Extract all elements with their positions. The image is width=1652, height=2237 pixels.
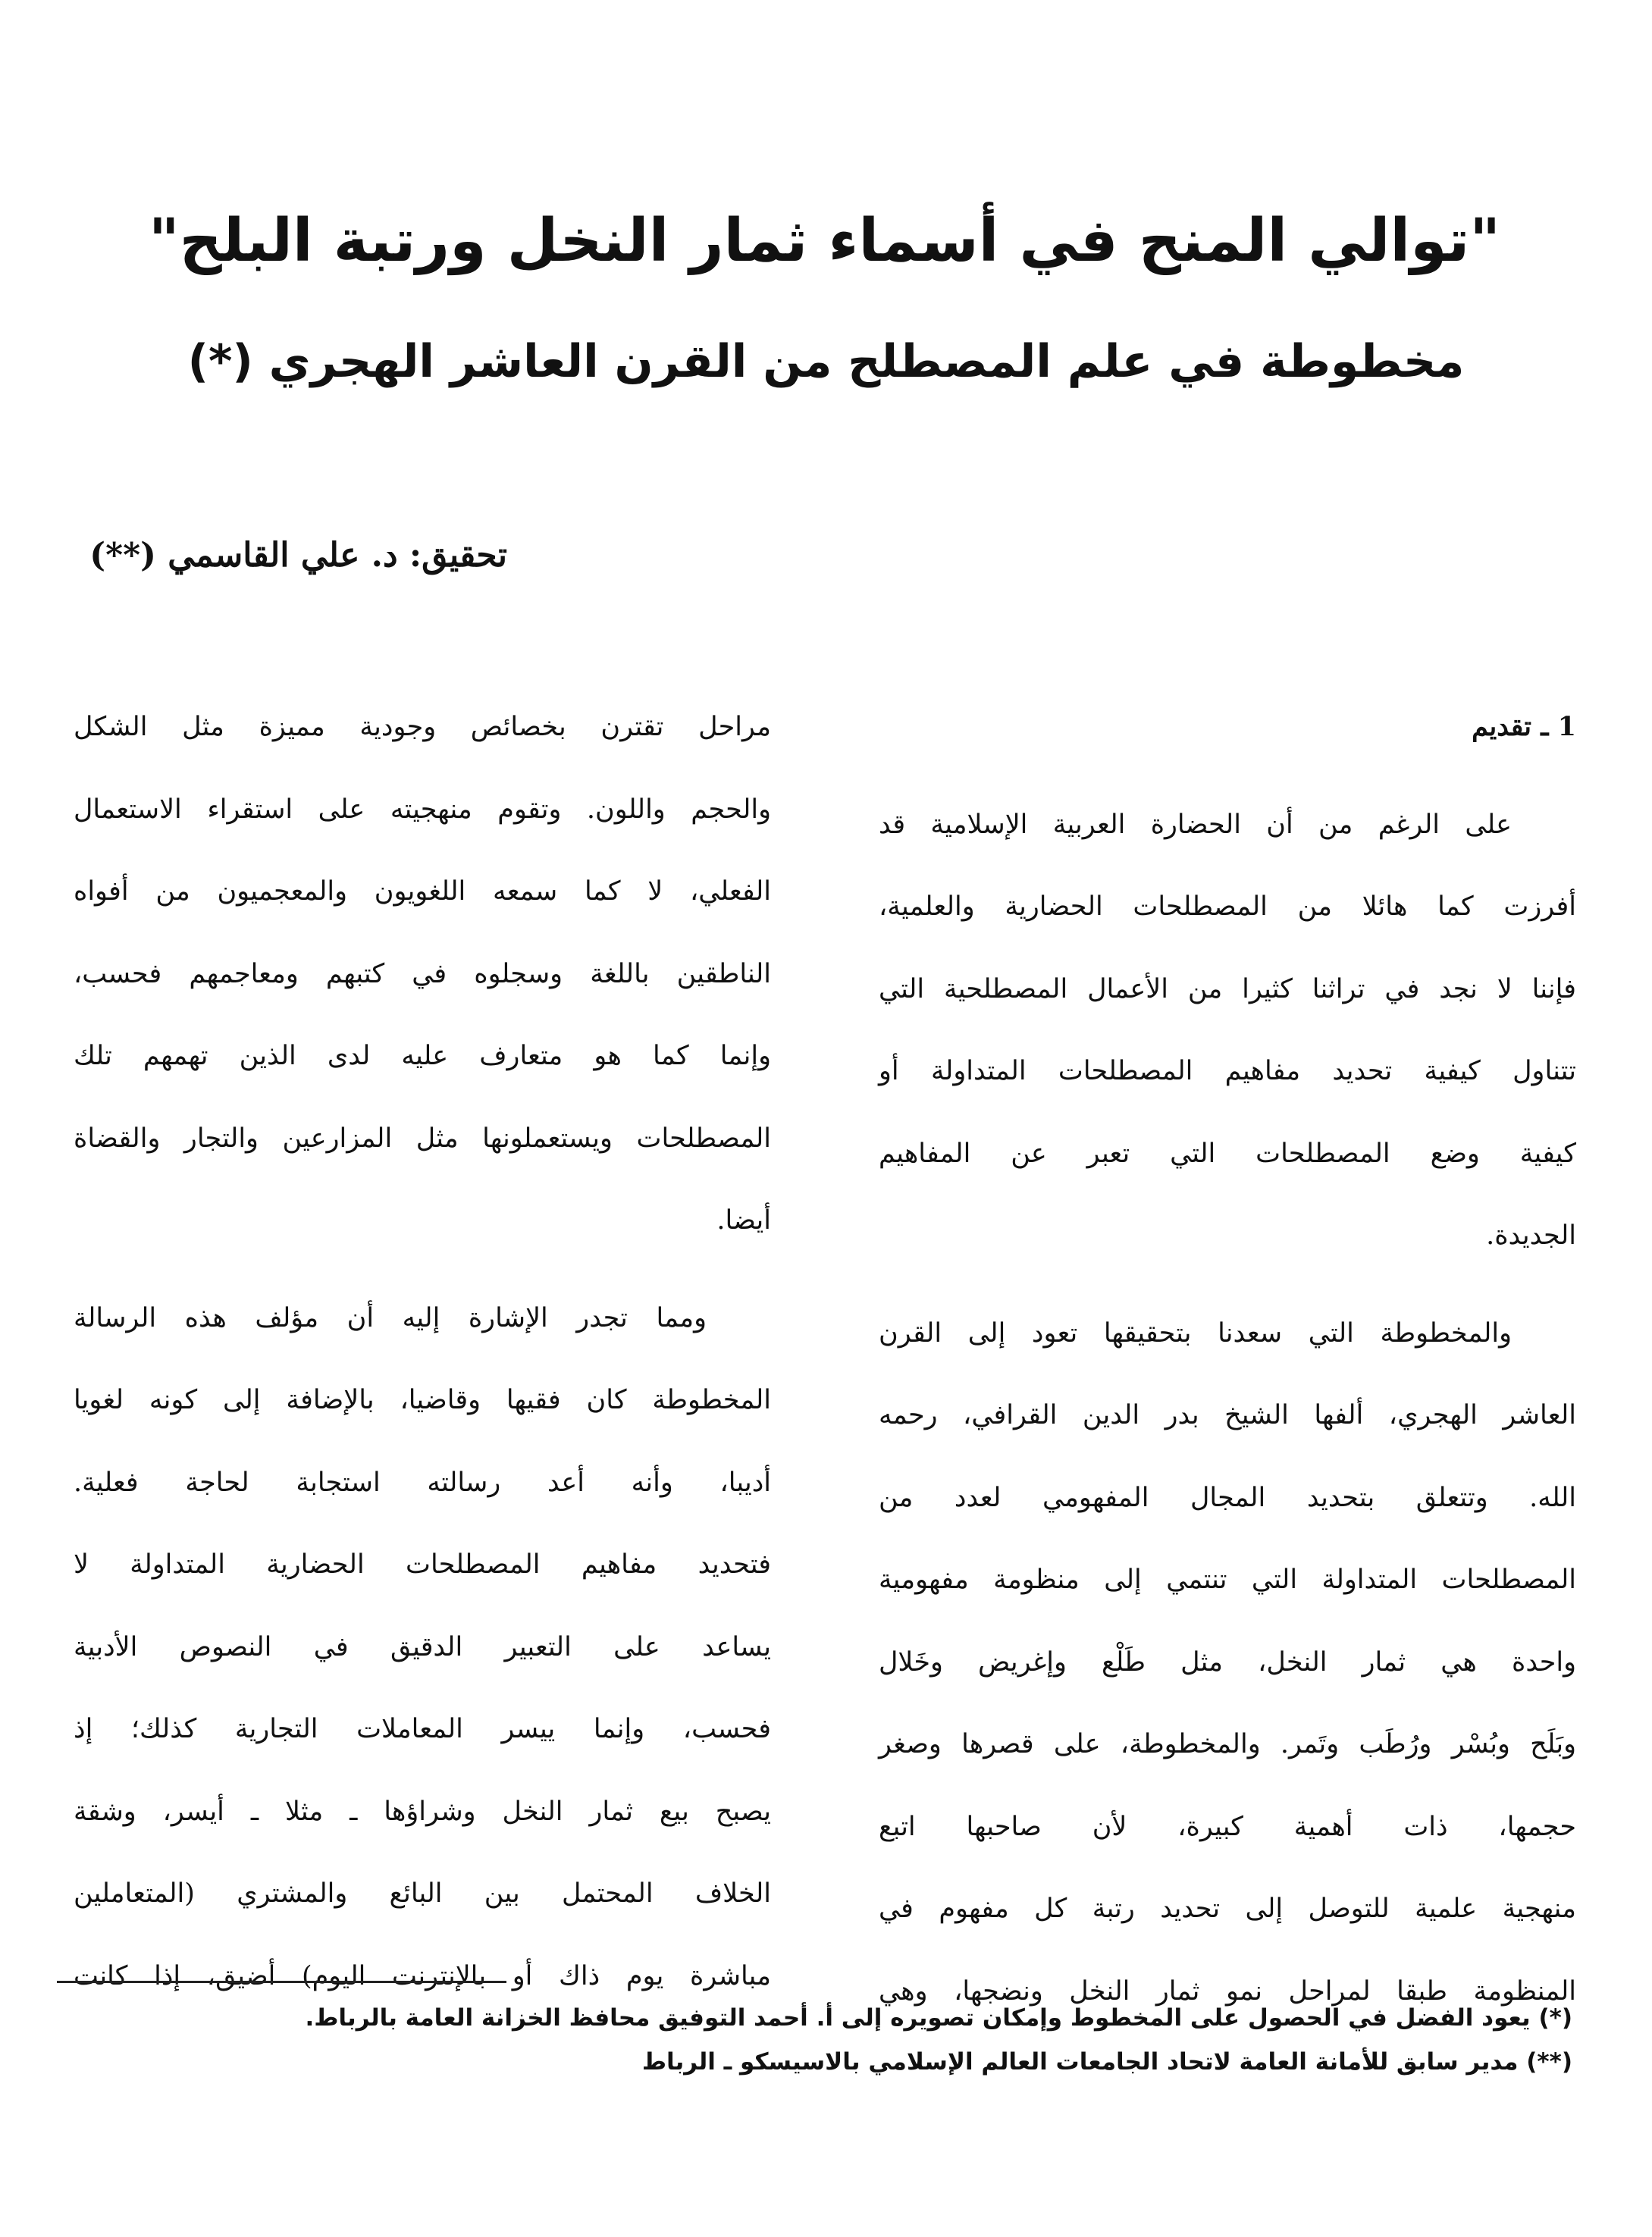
text-line: والحجم واللون. وتقوم منهجيته على استقراء الاستعمال [74,794,771,825]
text-line: المخطوطة كان فقيها وقاضيا، بالإضافة إلى كونه لغويا [74,1385,771,1415]
footnotes [94,1996,1572,2084]
right-column [879,686,1576,2032]
footnote-divider [57,1981,506,1983]
text-line: العاشر الهجري، ألفها الشيخ بدر الدين القرافي، رحمه [879,1400,1576,1430]
text-line: والمخطوطة التي سعدنا بتحقيقها تعود إلى القرن [879,1317,1512,1349]
text-line: منهجية علمية للتوصل إلى تحديد رتبة كل مفهوم في [879,1894,1576,1924]
text-line: المصطلحات المتداولة التي تنتمي إلى منظومة مفهومية [879,1565,1576,1595]
text-line: على الرغم من أن الحضارة العربية الإسلامية قد [879,809,1512,840]
text-line: الله. وتتعلق بتحديد المجال المفهومي لعدد من [879,1482,1576,1513]
text-line: أيضا. [716,1205,771,1236]
text-line: وبَلَح وبُسْر ورُطَب وتَمر. والمخطوطة، على قصرها وصغر [879,1729,1576,1759]
text-line: المصطلحات ويستعملونها مثل المزارعين والتجار والقضاة [74,1123,771,1154]
text-line: الخلاف المحتمل بين البائع والمشتري (المتعاملين [74,1878,771,1909]
text-line: ومما تجدر الإشارة إليه أن مؤلف هذه الرسالة [74,1302,707,1333]
text-line: تتناول كيفية تحديد مفاهيم المصطلحات المتداولة أو [879,1056,1576,1086]
paragraph [879,1292,1576,2033]
text-line: فحسب، وإنما ييسر المعاملات التجارية كذلك؛ إذ [74,1714,771,1744]
text-line: الفعلي، لا كما سمعه اللغويون والمعجميون من أفواه [74,876,771,907]
text-line: يصبح بيع ثمار النخل وشراؤها ـ مثلا ـ أيسر، وشقة [74,1796,771,1827]
text-line: فإننا لا نجد في تراثنا كثيرا من الأعمال المصطلحية التي [879,973,1576,1004]
text-line: مباشرة يوم ذاك أو بالإنترنت اليوم) أضيق، إذا كانت [74,1960,771,1991]
text-line: المنظومة طبقا لمراحل نمو ثمار النخل ونضجها، وهي [879,1975,1576,2007]
left-column [74,686,771,2017]
text-line: أديبا، وأنه أعد رسالته استجابة لحاجة فعلية. [74,1467,771,1498]
article-title: "توالي المنح في أسماء ثمار النخل ورتبة البلح" [149,207,1500,275]
text-line: واحدة هي ثمار النخل، مثل طَلْع وإغريض وخَلال [879,1646,1576,1678]
author-line: تحقيق: د. علي القاسمي (**) [89,536,507,575]
text-line: فتحديد مفاهيم المصطلحات الحضارية المتداولة لا [74,1549,771,1580]
text-line: حجمها، ذات أهمية كبيرة، لأن صاحبها اتبع [879,1811,1576,1842]
article-subtitle: مخطوطة في علم المصطلح من القرن العاشر الهجري (*) [187,335,1465,388]
section-heading: 1 ـ تقديم [1472,711,1576,742]
footnote-1: (*) يعود الفضل في الحصول على المخطوط وإمكان تصويره إلى أ. أحمد التوفيق محافظ الخزانة العامة بالرباط. [305,2004,1572,2032]
text-line: يساعد على التعبير الدقيق في النصوص الأدبية [74,1631,771,1662]
text-line: وإنما كما هو متعارف عليه لدى الذين تهمهم تلك [74,1041,771,1071]
text-line: الناطقين باللغة وسجلوه في كتبهم ومعاجمهم فحسب، [74,958,771,989]
paragraph [74,686,771,1262]
text-line: كيفية وضع المصطلحات التي تعبر عن المفاهيم [879,1138,1576,1169]
paragraph [74,1277,771,2018]
text-line: أفرزت كما هائلا من المصطلحات الحضارية والعلمية، [879,891,1576,922]
text-line: مراحل تقترن بخصائص وجودية مميزة مثل الشكل [74,712,771,742]
paragraph [879,784,1576,1277]
text-line: الجديدة. [1486,1220,1576,1251]
footnote-2: (**) مدير سابق للأمانة العامة لاتحاد الجامعات العالم الإسلامي بالاسيسكو ـ الرباط [641,2048,1572,2076]
